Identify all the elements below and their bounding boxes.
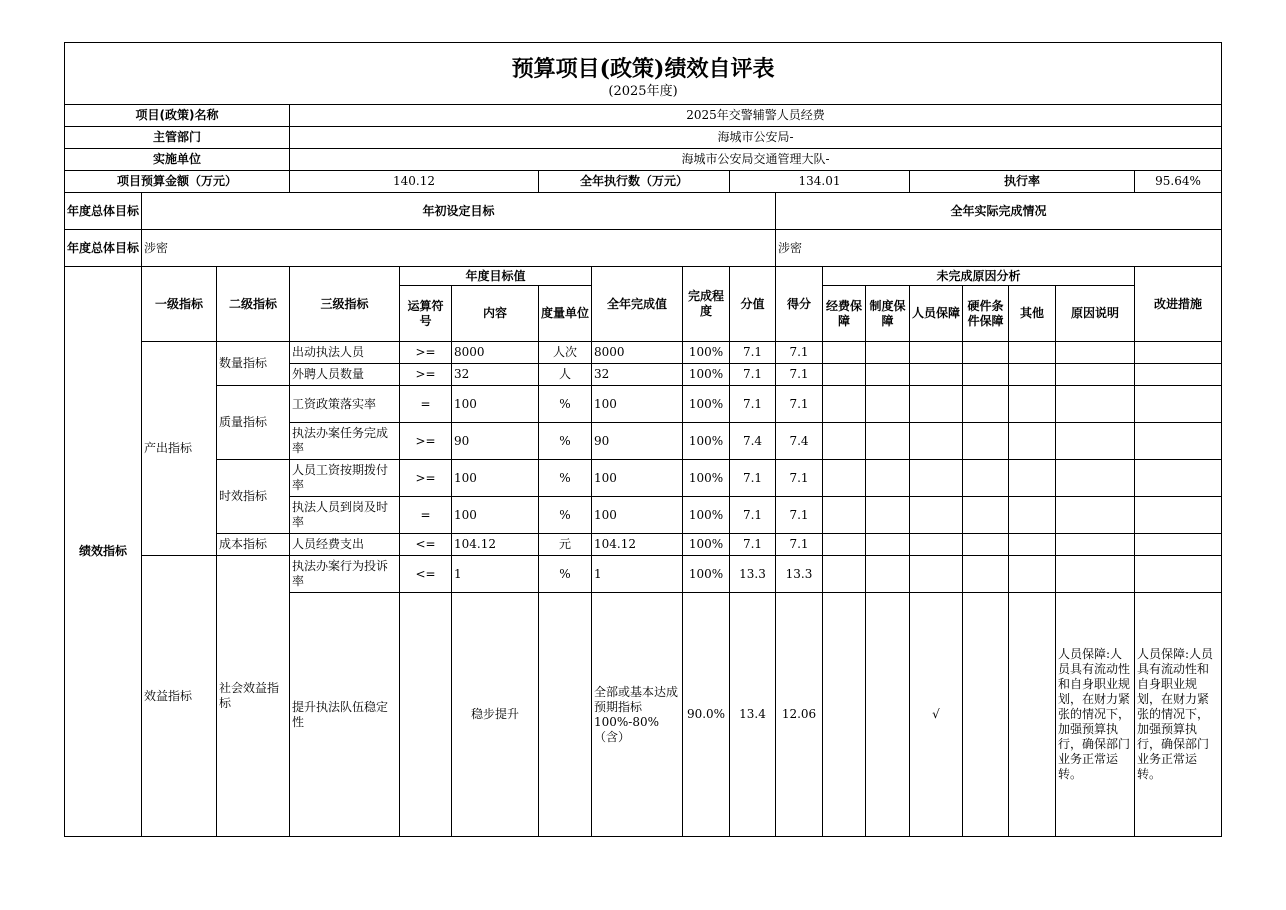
exec-value: 134.01 [730, 171, 910, 193]
title-cell [65, 43, 1222, 105]
indicator-score: 7.1 [776, 534, 823, 556]
col-score: 得分 [776, 267, 823, 342]
project-name-value: 2025年交警辅警人员经费 [290, 105, 1222, 127]
staff-reason-check: √ [910, 593, 963, 837]
dept-label: 主管部门 [65, 127, 290, 149]
indicator-name: 外聘人员数量 [290, 364, 400, 386]
col-r-hardware: 硬件条件保障 [963, 286, 1009, 342]
indicator-degree: 100% [683, 497, 730, 534]
table-row [65, 342, 1222, 364]
indicator-op: >= [400, 364, 452, 386]
goal-actual-label: 全年实际完成情况 [776, 193, 1222, 230]
indicator-degree: 100% [683, 460, 730, 497]
indicator-degree: 100% [683, 386, 730, 423]
indicator-content: 稳步提升 [452, 593, 539, 837]
indicator-unit: % [539, 497, 592, 534]
col-actual: 全年完成值 [592, 267, 683, 342]
unit-label: 实施单位 [65, 149, 290, 171]
indicator-unit: % [539, 460, 592, 497]
perf-indicator-label: 绩效指标 [65, 267, 142, 837]
indicator-op: = [400, 386, 452, 423]
improvement-measures: 人员保障:人员具有流动性和自身职业规划，在财力紧张的情况下，加强预算执行，确保部门业务正常运转。 [1135, 593, 1222, 837]
page-subtitle: (2025年度) [608, 83, 678, 99]
goal-actual-value: 涉密 [776, 230, 1222, 267]
col-target-group: 年度目标值 [400, 267, 592, 286]
indicator-name: 执法办案任务完成率 [290, 423, 400, 460]
project-name-label: 项目(政策)名称 [65, 105, 290, 127]
indicator-score: 7.1 [776, 342, 823, 364]
col-l3: 三级指标 [290, 267, 400, 342]
table-row [65, 386, 1222, 423]
table-row [65, 460, 1222, 497]
indicator-op [400, 593, 452, 837]
indicator-degree: 100% [683, 342, 730, 364]
indicator-value: 7.1 [730, 386, 776, 423]
indicator-actual: 100 [592, 497, 683, 534]
indicator-name: 出动执法人员 [290, 342, 400, 364]
indicator-content: 100 [452, 460, 539, 497]
indicator-value: 13.4 [730, 593, 776, 837]
col-r-funding: 经费保障 [823, 286, 866, 342]
indicator-content: 32 [452, 364, 539, 386]
indicator-name: 工资政策落实率 [290, 386, 400, 423]
indicator-content: 100 [452, 497, 539, 534]
group-cost: 成本指标 [217, 534, 290, 556]
indicator-actual: 100 [592, 460, 683, 497]
col-r-explain: 原因说明 [1056, 286, 1135, 342]
indicator-actual: 100 [592, 386, 683, 423]
indicator-actual: 90 [592, 423, 683, 460]
group-output: 产出指标 [142, 342, 217, 556]
col-score-value: 分值 [730, 267, 776, 342]
indicator-value: 7.4 [730, 423, 776, 460]
unit-value: 海城市公安局交通管理大队- [290, 149, 1222, 171]
indicator-value: 7.1 [730, 364, 776, 386]
goal-label: 年度总体目标 [65, 193, 142, 230]
indicator-op: >= [400, 460, 452, 497]
indicator-unit: % [539, 423, 592, 460]
indicator-content: 8000 [452, 342, 539, 364]
col-op: 运算符号 [400, 286, 452, 342]
col-r-other: 其他 [1009, 286, 1056, 342]
col-improve: 改进措施 [1135, 267, 1222, 342]
indicator-value: 7.1 [730, 497, 776, 534]
col-reason-group: 未完成原因分析 [823, 267, 1135, 286]
indicator-op: <= [400, 556, 452, 593]
indicator-actual: 全部或基本达成预期指标100%-80%（含） [592, 593, 683, 837]
table-row [65, 556, 1222, 593]
indicator-score: 12.06 [776, 593, 823, 837]
exec-label: 全年执行数（万元） [539, 171, 730, 193]
table-row [65, 534, 1222, 556]
col-degree: 完成程度 [683, 267, 730, 342]
indicator-actual: 8000 [592, 342, 683, 364]
indicator-name: 提升执法队伍稳定性 [290, 593, 400, 837]
budget-label: 项目预算金额（万元） [65, 171, 290, 193]
indicator-score: 7.1 [776, 497, 823, 534]
indicator-unit: % [539, 386, 592, 423]
indicator-op: >= [400, 423, 452, 460]
indicator-content: 100 [452, 386, 539, 423]
col-content: 内容 [452, 286, 539, 342]
group-time: 时效指标 [217, 460, 290, 534]
indicator-unit: 元 [539, 534, 592, 556]
indicator-score: 13.3 [776, 556, 823, 593]
indicator-score: 7.1 [776, 460, 823, 497]
page-title: 预算项目(政策)绩效自评表 [511, 55, 775, 82]
evaluation-table [64, 42, 1222, 837]
indicator-name: 执法办案行为投诉率 [290, 556, 400, 593]
indicator-degree: 100% [683, 364, 730, 386]
indicator-actual: 1 [592, 556, 683, 593]
group-qty: 数量指标 [217, 342, 290, 386]
indicator-name: 执法人员到岗及时率 [290, 497, 400, 534]
col-r-system: 制度保障 [866, 286, 910, 342]
indicator-name: 人员经费支出 [290, 534, 400, 556]
indicator-unit: 人 [539, 364, 592, 386]
indicator-degree: 100% [683, 556, 730, 593]
indicator-value: 7.1 [730, 342, 776, 364]
group-benefit: 效益指标 [142, 556, 217, 837]
indicator-op: <= [400, 534, 452, 556]
reason-explanation: 人员保障:人员具有流动性和自身职业规划，在财力紧张的情况下，加强预算执行，确保部门业务正常运转。 [1056, 593, 1135, 837]
col-l1: 一级指标 [142, 267, 217, 342]
indicator-score: 7.1 [776, 364, 823, 386]
indicator-score: 7.4 [776, 423, 823, 460]
indicator-op: >= [400, 342, 452, 364]
indicator-value: 7.1 [730, 534, 776, 556]
group-quality: 质量指标 [217, 386, 290, 460]
col-l2: 二级指标 [217, 267, 290, 342]
indicator-degree: 100% [683, 534, 730, 556]
indicator-actual: 32 [592, 364, 683, 386]
rate-label: 执行率 [910, 171, 1135, 193]
indicator-actual: 104.12 [592, 534, 683, 556]
evaluation-sheet [64, 42, 1221, 837]
dept-value: 海城市公安局- [290, 127, 1222, 149]
rate-value: 95.64% [1135, 171, 1222, 193]
indicator-content: 104.12 [452, 534, 539, 556]
goal-set-value: 涉密 [142, 230, 776, 267]
indicator-op: = [400, 497, 452, 534]
indicator-value: 13.3 [730, 556, 776, 593]
goal-set-label: 年初设定目标 [142, 193, 776, 230]
indicator-name: 人员工资按期拨付率 [290, 460, 400, 497]
col-unit: 度量单位 [539, 286, 592, 342]
indicator-content: 1 [452, 556, 539, 593]
indicator-value: 7.1 [730, 460, 776, 497]
indicator-score: 7.1 [776, 386, 823, 423]
indicator-degree: 100% [683, 423, 730, 460]
indicator-unit [539, 593, 592, 837]
indicator-unit: 人次 [539, 342, 592, 364]
col-r-staff: 人员保障 [910, 286, 963, 342]
goal-label-2: 年度总体目标 [65, 230, 142, 267]
budget-value: 140.12 [290, 171, 539, 193]
indicator-content: 90 [452, 423, 539, 460]
indicator-degree: 90.0% [683, 593, 730, 837]
indicator-unit: % [539, 556, 592, 593]
group-social: 社会效益指标 [217, 556, 290, 837]
